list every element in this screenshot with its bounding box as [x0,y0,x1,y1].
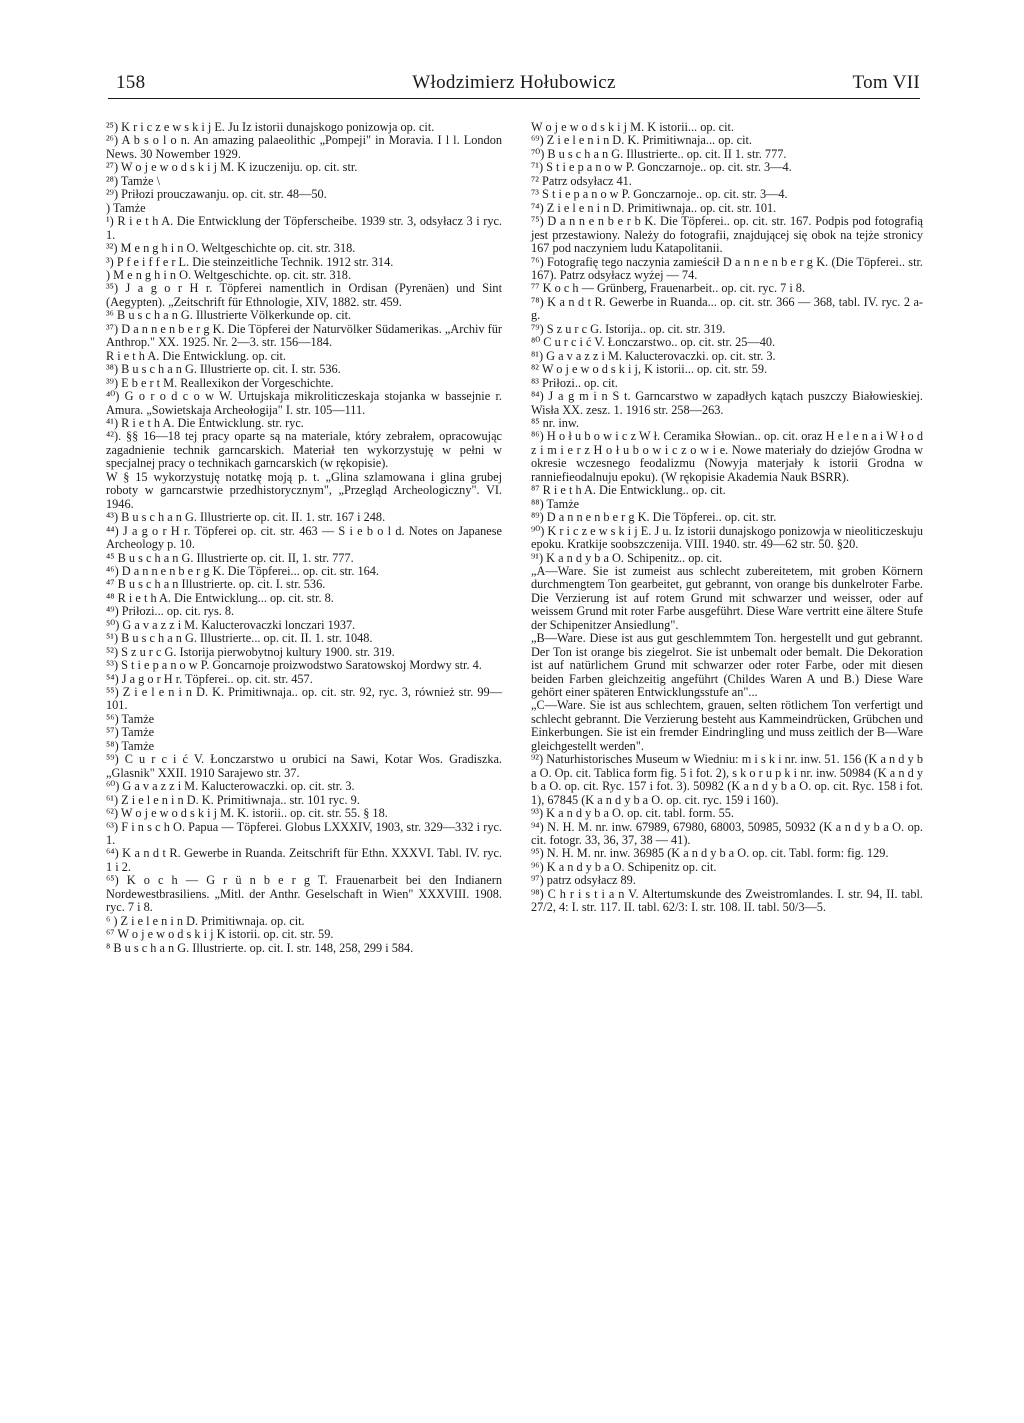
footnote-text: ⁷⁵) D a n n e n b e r b K. Die Töpferei.. op. cit. str. 167. Podpis pod fotografią jest przestawiony. Należy do fotografii, znajdującej się obok na tejże stronicy 167 pod naczyniem ludu Katapolitanii. [531,214,923,256]
footnote-text: ²⁹) Priłozi prouczawanju. op. cit. str. 48—50. [106,187,327,202]
footnote-text: ⁶⁵) K o c h — G r ü n b e r g T. Frauenarbeit bei den Indianern Nordewestbrasiliens. „Mitl. der Anthr. Geselschaft in Wien" XXXVIII. 1908. ryc. 7 i 8. [106,873,502,915]
footnote-text: ) Tamże [106,200,146,215]
footnote-text: ⁹¹) K a n d y b a O. Schipenitz.. op. cit. [531,550,723,565]
footnote [106,363,502,376]
footnote-text: „A—Ware. Sie ist zumeist aus schlecht zubereitetem, mit groben Körnern durchmengtem Ton gearbeitet, gut gebrannt, von orange bis dunkelroter Farbe. Die Verzierung ist auf rotem Grund mit schwarzer und weisser, oder auf weissem Grund mit roter Farbe ausgeführt. Diese Ware vertritt eine ältere Stufe der Schipenitzer Ansiedlung". [531,563,923,632]
footnote-text: ⁹³) K a n d y b a O. op. cit. tabl. form. 55. [531,806,734,821]
footnote-text: ⁸⁵ nr. inw. [531,415,580,430]
running-header [108,72,920,100]
footnote-text: ⁴⁴) J a g o r H r. Töpferei op. cit. str. 463 — S i e b o l d. Notes on Japanese Archeology p. 10. [106,523,502,552]
header-author: Włodzimierz Hołubowicz [412,72,616,93]
footnote-text: ²⁵) K r i c z e w s k i j E. Ju Iz istorii dunajskogo ponizowja op. cit. [106,120,435,134]
footnote-text: ³⁸) B u s c h a n G. Illustrierte op. cit. I. str. 536. [106,362,341,377]
footnote-text: ⁸¹) G a v a z z i M. Kalucterovaczki. op. cit. str. 3. [531,348,776,363]
footnote [106,525,502,552]
footnote-text: ⁶⁰) G a v a z z i M. Kalucterowaczki. op. cit. str. 3. [106,779,355,794]
footnote-text: ⁹²) Naturhistorisches Museum w Wiedniu: m i s k i nr. inw. 51. 156 (K a n d y b a O. Op. cit. Tablica form fig. 5 i fot. 2), s k o r u p k i nr. inw. 50984 (K a n d y b a O. op. cit. Ryc. 157 i fot. 3). 50982 (K a n d y b a O. op. cit. Ryc. 158 i fot. 1), 67845 (K a n d y b a O. op. cit. ryc. 159 i 160). [531,752,923,807]
footnote-text: ⁶⁴) K a n d t R. Gewerbe in Ruanda. Zeitschrift für Ethn. XXXVI. Tabl. IV. ryc. 1 i 2. [106,846,502,874]
footnote [106,753,502,780]
footnote-text: ⁵²) S z u r c G. Istorija pierwobytnoj kultury 1900. str. 319. [106,644,395,659]
footnote-text: ⁶⁷ W o j e w o d s k i j K istorii. op. cit. str. 59. [106,927,334,942]
footnote [106,942,502,955]
footnote [106,673,502,686]
footnote [106,269,502,282]
footnote-text: ⁵⁹) C u r c i ć V. Łonczarstwo u orubici na Sawi, Kotar Wos. Gradiszka. „Glasnik" XXII. 1910 Sarajewo str. 37. [106,752,502,780]
footnote [531,511,923,524]
footnote [531,565,923,632]
footnote [106,874,502,914]
footnote-text: ⁵⁷) Tamże [106,725,155,740]
footnote-text: ⁵⁰) G a v a z z i M. Kalucterovaczki lonczari 1937. [106,617,356,632]
footnote [531,134,923,147]
footnote-text: ⁴⁷ B u s c h a n Illustrierte. op. cit. I. str. 536. [106,577,326,592]
footnote [531,282,923,295]
page-number: 158 [116,72,146,93]
footnote [106,350,502,363]
footnote-text: ⁵⁶) Tamże [106,711,155,726]
footnote-text: ⁹⁰) K r i c z e w s k i j E. J u. Iz istorii dunajskogo ponizowja w nieoliticzeskuju epoku. Kratkije soobszczenija. VIII. 1940. str. 49—62 str. 50. §20. [531,523,923,552]
footnote-text: ¹) R i e t h A. Die Entwicklung der Töpferscheibe. 1939 str. 3, odsyłacz 3 i ryc. 1. [106,214,502,242]
footnote [531,888,923,915]
footnote-text: ³²) M e n g h i n O. Weltgeschichte op. cit. str. 318. [106,241,356,256]
footnote-text: ⁷¹) S t i e p a n o w P. Gonczarnoje.. op. cit. str. 3—4. [531,160,792,175]
footnote-text: ⁷⁶) Fotografię tego naczynia zamieścił D a n n e n b e r g K. (Die Töpferei.. str. 167). Patrz odsyłacz wyżej — 74. [531,254,923,282]
footnote [106,915,502,928]
footnote-text: ⁴³) B u s c h a n G. Illustrierte op. cit. II. 1. str. 167 i 248. [106,510,386,525]
footnote-text: W § 15 wykorzystuję notatkę moją p. t. „Glina szlamowana i glina grubej roboty w garncarstwie przedhistorycznym", „Przegląd Archeologiczny". VI. 1946. [106,469,502,511]
footnote-text: ⁸³ Priłozi.. op. cit. [531,375,618,390]
footnote-text: ⁴⁸ R i e t h A. Die Entwicklung... op. cit. str. 8. [106,590,334,605]
footnote [531,861,923,874]
footnote-text: W o j e w o d s k i j M. K istorii... op. cit. [531,120,735,134]
footnote [531,807,923,820]
footnote-text: ²⁷) W o j e w o d s k i j M. K izuczeniju. op. cit. str. [106,160,358,175]
footnote-text: ⁹⁷) patrz odsyłacz 89. [531,873,636,888]
footnote-text: ⁶¹) Z i e l e n i n D. K. Primitiwnaja.. str. 101 ryc. 9. [106,792,360,807]
footnote-text: „B—Ware. Diese ist aus gut geschlemmtem Ton. hergestellt und gut gebrannt. Der Ton ist orange bis ziegelrot. Sie ist unbemalt oder bemalt. Die Dekoration ist auf natürlichem Grund mit schwarzer oder roter Farbe, oder mit diesen beiden Farben gleichzeitig angeführt (Childes Waren A und B.) Diese Ware gehört einer späteren Entwicklungsstufe an"... [531,631,923,700]
footnote-text: ⁷² Patrz odsyłacz 41. [531,173,632,188]
footnote-text: R i e t h A. Die Entwicklung. op. cit. [106,348,286,363]
footnote [106,578,502,591]
footnote [531,417,923,430]
footnote-text: ⁶⁹) Z i e l e n i n D. K. Primitiwnaja... op. cit. [531,133,753,148]
footnote [531,390,923,417]
footnote-text: ⁵¹) B u s c h a n G. Illustrierte... op. cit. II. 1. str. 1048. [106,631,373,646]
footnote [106,161,502,174]
footnote [531,188,923,201]
footnote [531,874,923,887]
footnote [106,794,502,807]
footnote-text: ⁹⁶) K a n d y b a O. Schipenitz op. cit. [531,859,717,874]
volume-label: Tom VII [852,72,920,93]
footnote-text: ⁸⁰ C u r c i ć V. Łonczarstwo.. op. cit. str. 25—40. [531,335,776,350]
footnote [106,632,502,645]
footnote [106,928,502,941]
footnote-text: ⁴⁶) D a n n e n b e r g K. Die Töpferei... op. cit. str. 164. [106,563,380,578]
footnote [106,847,502,874]
footnote [531,296,923,323]
footnote [106,309,502,322]
footnote-text: ⁹⁵) N. H. M. nr. inw. 36985 (K a n d y b a O. op. cit. Tabl. form: fig. 129. [531,846,889,861]
footnote [106,565,502,578]
footnote-text: ⁷⁹) S z u r c G. Istorija.. op. cit. str. 319. [531,321,726,336]
footnote [106,121,502,134]
footnote [106,780,502,793]
footnote-text: ⁴⁰) G o r o d c o w W. Urtujskaja mikroliticzeskaja stojanka w bassejnie r. Amura. „Sowietskaja Archeołogija" I. str. 105—111. [106,389,502,417]
footnote [106,592,502,605]
footnote [531,484,923,497]
footnote-text: ⁸⁷ R i e t h A. Die Entwicklung.. op. cit. [531,483,726,498]
footnotes-left-column [106,121,502,955]
footnote-text: ⁶³) F i n s c h O. Papua — Töpferei. Globus LXXXIV, 1903, str. 329—332 i ryc. 1. [106,819,502,848]
footnote-text: ⁷⁴) Z i e l e n i n D. Primitiwnaja.. op. cit. str. 101. [531,200,777,215]
footnote [531,525,923,552]
footnote [106,713,502,726]
footnote-text: „C—Ware. Sie ist aus schlechtem, grauen, selten rötlichem Ton verfertigt und schlecht gebrannt. Die Verzierung besteht aus Kammeindrücken, Grübchen und Einkerbungen. Sie ist ein fremder Eindringling und muss zeitlich der B—Ware gleichgestellt werden". [531,698,923,753]
footnote-text: ⁵⁵) Z i e l e n i n D. K. Primitiwnaja.. op. cit. str. 92, ryc. 3, również str. 99—101. [106,685,502,713]
footnote [106,821,502,848]
footnote-text: ⁸² W o j e w o d s k i j, K istorii... op. cit. str. 59. [531,362,768,377]
footnote [106,726,502,739]
footnote-text: ³) P f e i f f e r L. Die steinzeitliche Technik. 1912 str. 314. [106,254,394,269]
footnote-text: ³⁶ B u s c h a n G. Illustrierte Völkerkunde op. cit. [106,308,352,323]
footnote-text: ⁹⁸) C h r i s t i a n V. Altertumskunde des Zweistromlandes. I. str. 94, II. tabl. 27/2, 4: I. str. 117. II. tabl. 62/3: I. str. 108. II. tabl. 50/3—5. [531,886,923,915]
footnote [106,256,502,269]
footnote [106,377,502,390]
footnote [106,188,502,201]
footnote [531,552,923,565]
footnote [531,699,923,753]
footnote [531,847,923,860]
footnote [531,377,923,390]
footnote-text: ²⁸) Tamże \ [106,173,161,188]
footnote-text: ²⁶) A b s o l o n. An amazing palaeolithic „Pompeji" in Moravia. I l l. London News. 30 Nowember 1929. [106,133,502,161]
footnote [531,753,923,807]
footnote [106,417,502,430]
footnote [106,215,502,242]
footnote [106,323,502,350]
footnote [531,175,923,188]
footnote-text: ⁵³) S t i e p a n o w P. Goncarnoje proizwodstwo Saratowskoj Mordwy str. 4. [106,658,482,673]
footnote-text: ⁷⁰) B u s c h a n G. Illustrierte.. op. cit. II 1. str. 777. [531,146,787,161]
footnote [106,659,502,672]
footnote [531,323,923,336]
footnote [531,148,923,161]
footnote [106,605,502,618]
footnote [106,807,502,820]
footnote-text: ⁸ B u s c h a n G. Illustrierte. op. cit. I. str. 148, 258, 299 i 584. [106,940,414,955]
footnote [106,282,502,309]
footnote-text: ⁷⁸) K a n d t R. Gewerbe in Ruanda... op. cit. str. 366 — 368, tabl. IV. ryc. 2 a-g. [531,294,923,323]
footnote-text: ) M e n g h i n O. Weltgeschichte. op. cit. str. 318. [106,267,352,282]
footnote-text: ⁸⁹) D a n n e n b e r g K. Die Töpferei.. op. cit. str. [531,510,777,525]
footnote [531,215,923,255]
footnote [531,121,923,134]
footnote [106,740,502,753]
footnote-text: ³⁵) J a g o r H r. Töpferei namentlich in Ordisan (Pyrenäen) und Sint (Aegypten). „Zeitschrift für Ethnologie, XIV, 1882. str. 459. [106,281,502,309]
footnote-text: ⁴⁵ B u s c h a n G. Illustrierte op. cit. II, 1. str. 777. [106,550,354,565]
footnote-text: ³⁹) E b e r t M. Reallexikon der Vorgeschichte. [106,375,334,390]
footnote [106,430,502,470]
footnote [106,202,502,215]
footnote [106,175,502,188]
footnote [531,202,923,215]
footnote-text: ⁸⁸) Tamże [531,496,580,511]
footnote [531,256,923,283]
footnote [106,242,502,255]
footnote [531,350,923,363]
footnote [531,161,923,174]
footnotes-right-column [531,121,923,915]
footnote [106,390,502,417]
footnote [106,471,502,511]
footnote [106,552,502,565]
footnote [531,821,923,848]
footnote-text: ⁴²). §§ 16—18 tej pracy oparte są na materiale, który zebrałem, opracowując zagadnienie technik garncarskich. Materiał ten wykorzystuję w pełni w specjalnej pracy o technikach garncarskich (w rękopisie). [106,429,502,471]
footnote-text: ⁵⁴) J a g o r H r. Töpferei.. op. cit. str. 457. [106,671,313,686]
footnote [531,336,923,349]
footnote-text: ³⁷) D a n n e n b e r g K. Die Töpferei der Naturvölker Südamerikas. „Archiv für Anthrop." XX. 1925. Nr. 2—3. str. 156—184. [106,321,502,350]
footnote [106,646,502,659]
footnote-text: ⁸⁴) J a g m i n S t. Garncarstwo w zapadłych kątach puszczy Białowieskiej. Wisła XX. zesz. 1. 1916 str. 258—263. [531,389,923,417]
footnote-text: ⁴¹) R i e t h A. Die Entwicklung. str. ryc. [106,415,304,430]
footnote [531,430,923,484]
footnote-text: ⁵⁸) Tamże [106,738,155,753]
footnote [531,363,923,376]
header-rule [108,98,920,99]
footnote [106,619,502,632]
footnote-text: ⁷³ S t i e p a n o w P. Gonczarnoje.. op. cit. str. 3—4. [531,187,788,202]
footnote [531,632,923,699]
footnote-text: ⁴⁹) Priłozi... op. cit. rys. 8. [106,604,235,619]
footnote [106,134,502,161]
footnote-text: ⁶²) W o j e w o d s k i j M. K. istorii.. op. cit. str. 55. § 18. [106,806,388,821]
footnote [531,498,923,511]
footnote [106,511,502,524]
footnote-text: ⁶ ) Z i e l e n i n D. Primitiwnaja. op. cit. [106,913,305,928]
footnote-text: ⁹⁴) N. H. M. nr. inw. 67989, 67980, 68003, 50985, 50932 (K a n d y b a O. op. cit. fotogr. 33, 36, 37, 38 — 41). [531,819,923,848]
footnote-text: ⁷⁷ K o c h — Grünberg, Frauenarbeit.. op. cit. ryc. 7 i 8. [531,281,806,296]
footnote [106,686,502,713]
footnote-text: ⁸⁶) H o ł u b o w i c z W ł. Ceramika Słowian.. op. cit. oraz H e l e n a i W ł o d z i m i e r z H o ł u b o w i c z o w i e. Nowe materiały do dziejów Grodna w okresie wczesnego feodalizmu (Nowyja materjały k istorii Grodna w ranniefieodalnuju epoku). (W rękopisie Akademia Nauk BSRR). [531,429,923,484]
